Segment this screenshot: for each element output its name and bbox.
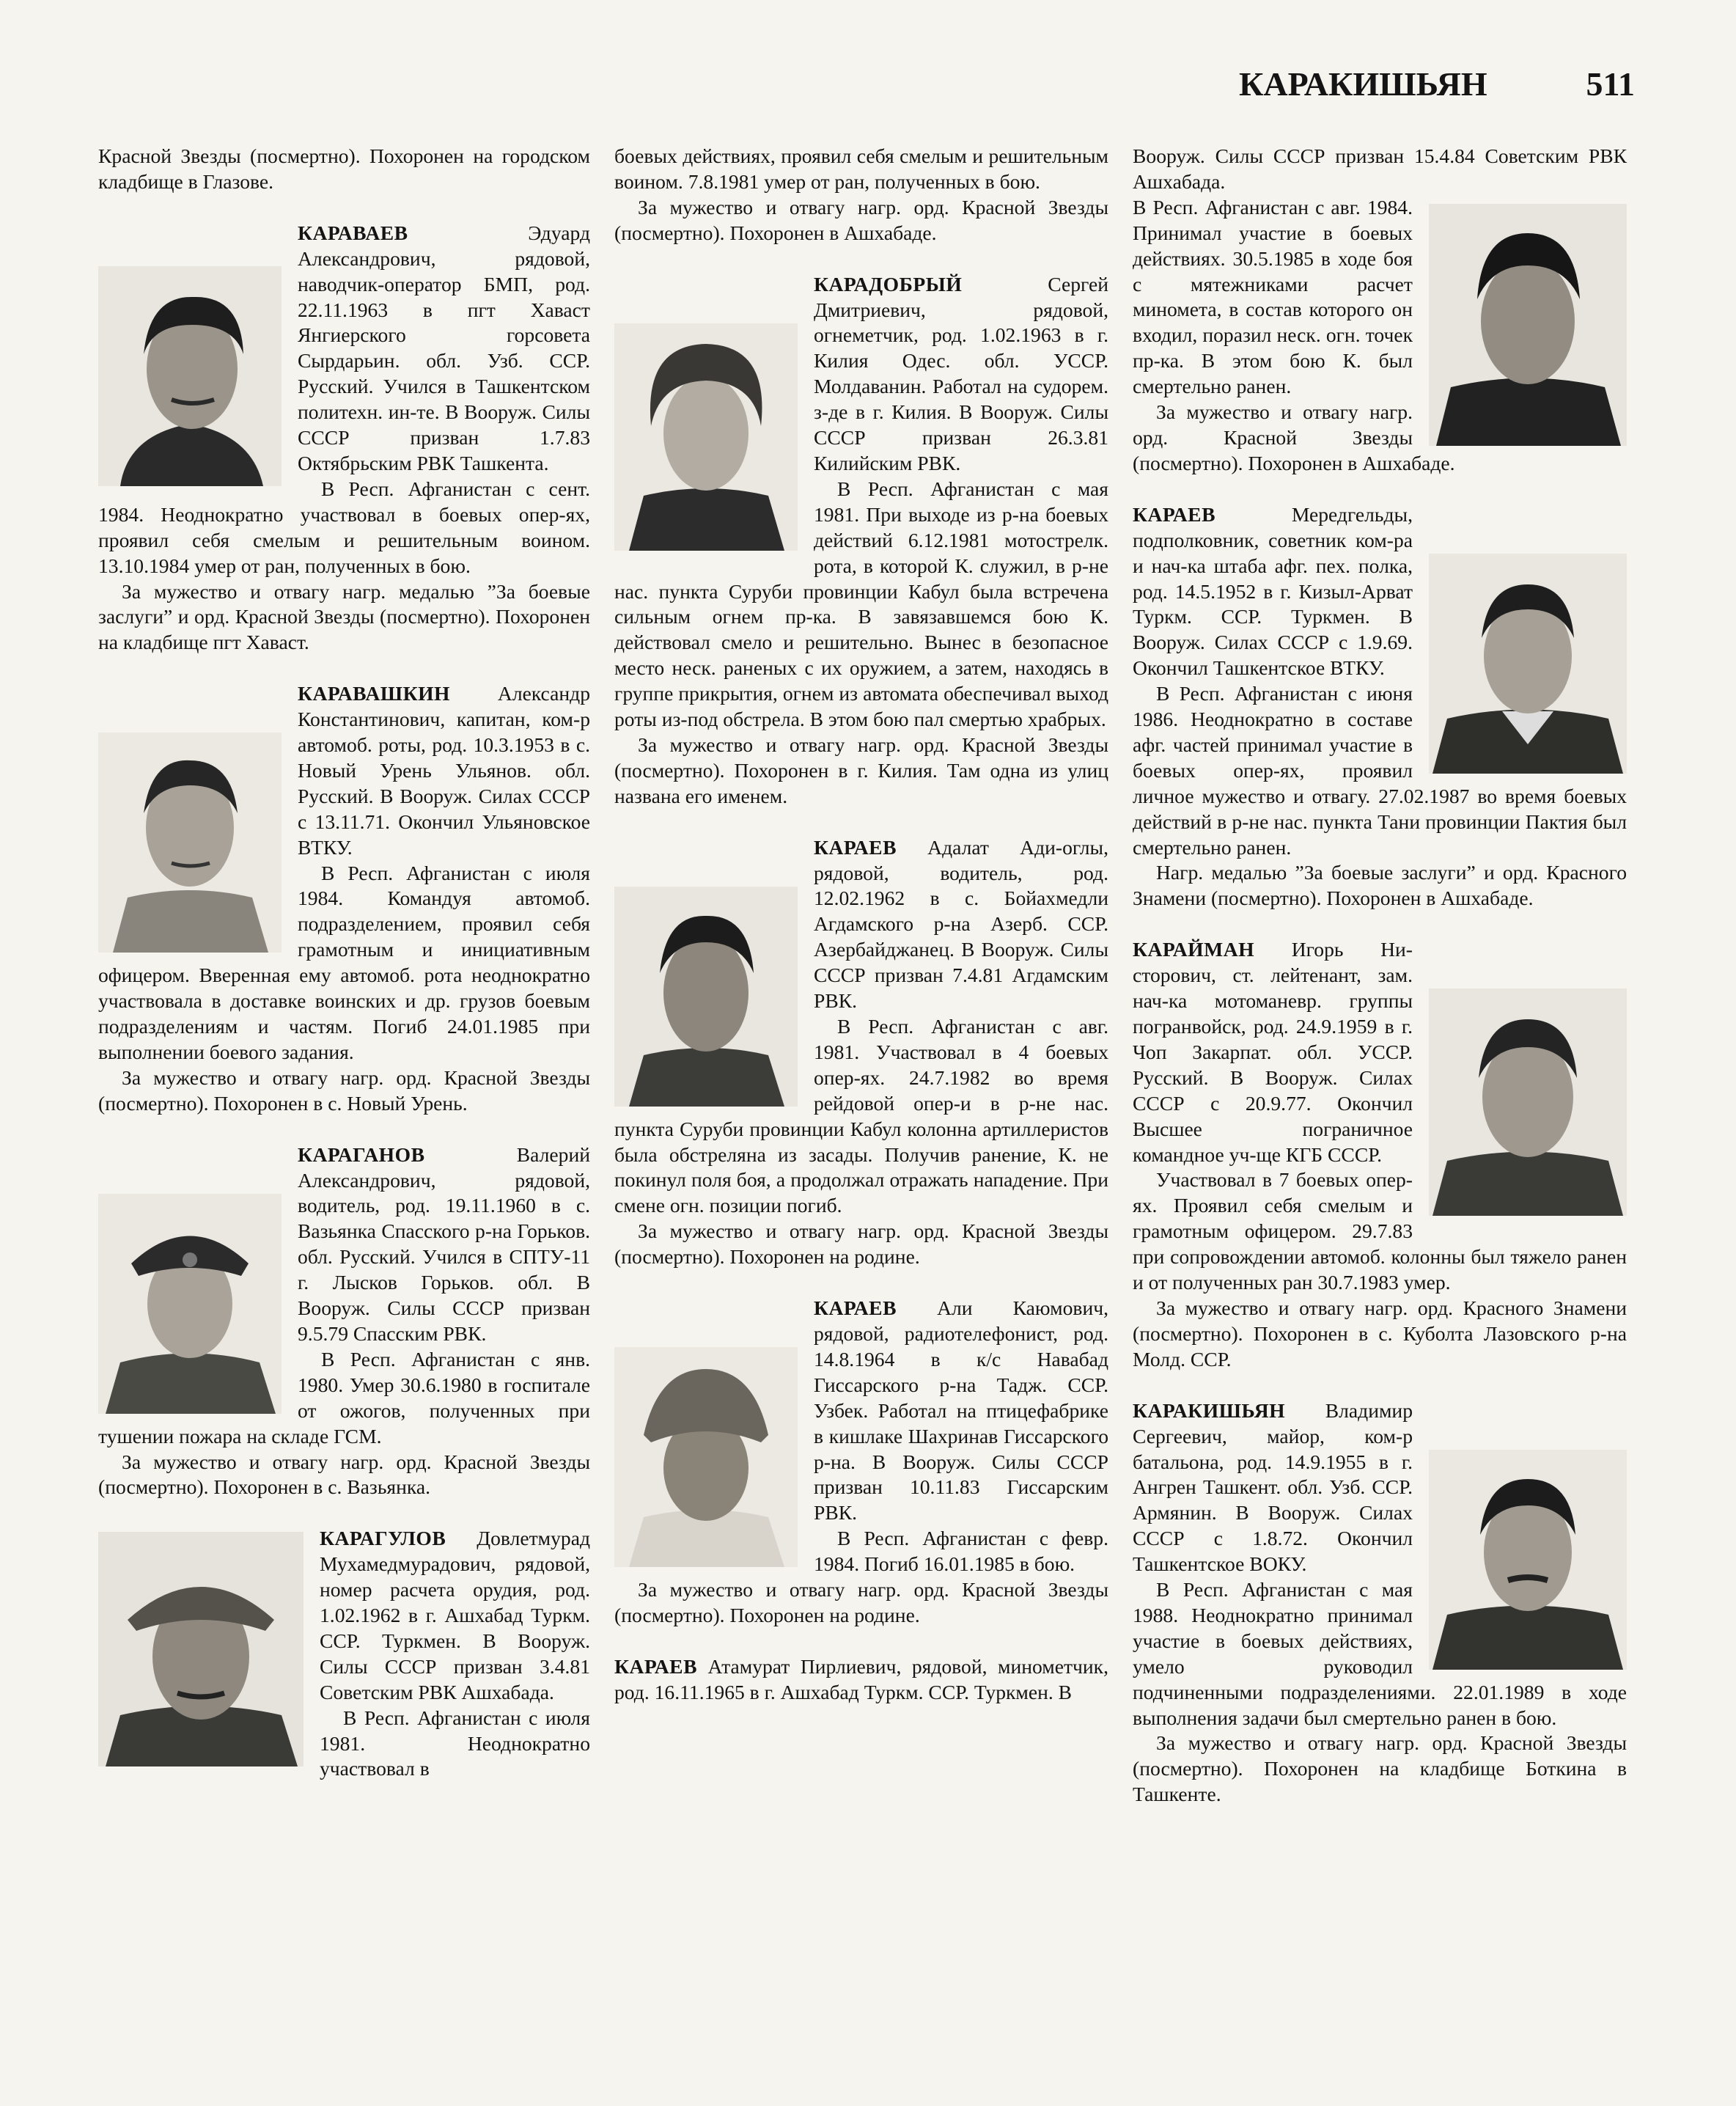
continuation-text: боевых действиях, проявил себя смелым и решительным воином. 7.8.1981 умер от ран, полученных в бою. За мужество и отвагу нагр. орд. Красной Звезды (посмертно). Похоронен в Ашхабаде. xyxy=(614,144,1108,244)
portrait-photo xyxy=(614,887,798,1107)
entry-karadobryy-sergey xyxy=(614,272,1108,810)
entry-name: КАРАЕВ xyxy=(614,1654,697,1678)
entry-paragraph: За мужество и отвагу нагр. орд. Красного Знамени (посмертно). Похоронен в с. Куболта Лазовского р-на Молд. ССР. xyxy=(1133,1296,1627,1371)
running-head xyxy=(1239,65,1635,103)
entry-name: КАРАВАЕВ xyxy=(298,221,408,244)
entry-karaev-adalat xyxy=(614,835,1108,1270)
entry-paragraph: В Респ. Афганистан с мая 1988. Неоднократно принимал участие в боевых действиях, умело руководил подчиненными подразделениями. 22.01.1989 в ходе выполнения задачи был смертельно ранен в бою. xyxy=(1133,1578,1627,1729)
entry-head: Александр Константинович, капитан, ком-р автомоб. роты, род. 10.3.1953 в с. Новый Урень Ульянов. обл. Русский. В Вооруж. Силах СССР с 13.11.71. Окончил Ульяновское ВТКУ. xyxy=(298,682,590,859)
entry-head: Владимир Сергеевич, майор, ком-р батальона, род. 14.9.1955 в г. Ангрен Ташкент. обл. Узб. ССР. Армянин. В Вооруж. Силах СССР с 1.8.72. Окончил Ташкентское ВОКУ. xyxy=(1133,1398,1413,1576)
portrait-photo xyxy=(614,1347,798,1567)
entry-head: Довлетмурад Мухамедмурадович, рядовой, номер расчета орудия, род. 1.02.1962 в г. Ашхабад Туркм. ССР. Туркмен. В Вооруж. Силы СССР призван 3.4.81 Советским РВК Ашхабада. xyxy=(320,1527,590,1703)
column-2 xyxy=(614,144,1108,1731)
entry-head: Атамурат Пирлиевич, рядовой, минометчик, род. 16.11.1965 в г. Ашхабад Туркм. ССР. Туркмен. В xyxy=(614,1654,1108,1703)
portrait-photo xyxy=(1429,988,1627,1216)
entry-paragraph: В Респ. Афганистан с авг. 1981. Участвовал в 4 боевых опер-ях. 24.7.1982 во время рейдовой опер-и в р-не нас. пункта Суруби провинции Кабул колонна артиллеристов была обстреляна из засады. Получив ранение, К. не покинул поля боя, а продолжал отражать нападение. При смене огн. позиции погиб. xyxy=(614,1015,1108,1217)
entry-name: КАРАЕВ xyxy=(814,1296,897,1320)
entry-name: КАРАГАНОВ xyxy=(298,1142,425,1166)
entry-paragraph: В Респ. Афганистан с мая 1981. При выходе из р-на боевых действий 6.12.1981 мотострелк. рота, в которой К. служил, в р-не нас. пункта Суруби провинции Кабул была встречена сильным огнем пр-ка. В завязавшемся бою К. действовал смело и решительно. Вынес в безопасное место неск. раненых с их оружием, а затем, находясь в группе прикрытия, огнем из автомата обеспечивал выход роты из-под обстрела. В этом бою пал смертью храбрых. xyxy=(614,477,1108,731)
portrait-photo xyxy=(1429,204,1627,446)
entry-name: КАРАЙМАН xyxy=(1133,938,1255,961)
entry-karagulov-dovletmurad xyxy=(98,1526,590,1782)
entry-head: Сергей Дмитриевич, рядовой, огнеметчик, род. 1.02.1963 в г. Килия Одес. обл. УССР. Молдаванин. Работал на судорем. з-де в г. Килия. В Вооруж. Силы СССР призван 26.3.81 Килийским РВК. xyxy=(814,272,1108,474)
entry-paragraph: В Респ. Афганистан с сент. 1984. Неоднократно участвовал в боевых опер-ях, проявил себя смелым и решительным воином. 13.10.1984 умер от ран, полученных в бою. xyxy=(98,477,590,577)
portrait-photo xyxy=(98,1194,282,1414)
page-number: 511 xyxy=(1586,65,1635,103)
entry-karaev-atamurat xyxy=(614,1654,1108,1706)
portrait-photo xyxy=(98,733,282,953)
entry-paragraph: В Респ. Афганистан с июля 1984. Командуя автомоб. подразделением, проявил себя грамотным и инициативным офицером. Вверенная ему автомоб. рота неоднократно участвовала в доставке воинских и др. грузов боевым подразделениям и частям. Погиб 24.01.1985 при выполнении боевого задания. xyxy=(98,861,590,1063)
entry-paragraph: За мужество и отвагу нагр. медалью ”За боевые заслуги” и орд. Красной Звезды (посмертно). Похоронен на кладбище пгт Хаваст. xyxy=(98,579,590,654)
entry-name: КАРАЕВ xyxy=(814,835,897,859)
column-1 xyxy=(98,144,590,1808)
portrait-photo xyxy=(1429,554,1627,774)
entry-head: Мередгельды, подполковник, советник ком-ра и нач-ка штаба афг. пех. полка, род. 14.5.1952 в г. Кизыл-Арват Туркм. ССР. Туркмен. В Вооруж. Силах СССР с 1.9.69. Окончил Ташкентское ВТКУ. xyxy=(1133,502,1413,680)
entry-name: КАРАКИШЬЯН xyxy=(1133,1398,1286,1422)
continuation-text: Вооруж. Силы СССР призван 15.4.84 Советским РВК Ашхабада. В Респ. Афганистан с авг. 1984. Принимал участие в боевых действиях. 30.5.1985 в ходе боя с мятежниками расчет миномета, в состав которого он входил, поразил неск. огн. точек пр-ка. В этом бою К. был смертельно ранен. За мужество и отвагу нагр. орд. Красной Звезды (посмертно). Похоронен в Ашхабаде. xyxy=(1133,144,1627,474)
entry-paragraph: За мужество и отвагу нагр. орд. Красной Звезды (посмертно). Похоронен в г. Килия. Там одна из улиц названа его именем. xyxy=(614,733,1108,807)
entry-head: Игорь Нисторович, ст. лейтенант, зам. нач-ка мотоманевр. группы погранвойск, род. 24.9.1959 в г. Чоп Закарпат. обл. УССР. Русский. В Вооруж. Силах СССР с 20.9.77. Окончил Высшее пограничное командное уч-ще КГБ СССР. xyxy=(1133,938,1413,1166)
entry-name: КАРАДОБРЫЙ xyxy=(814,272,963,296)
entry-paragraph: За мужество и отвагу нагр. орд. Красной Звезды (посмертно). Похоронен в с. Вазьянка. xyxy=(98,1450,590,1499)
continuation-text: Красной Звезды (посмертно). Похоронен на городском кладбище в Глазове. xyxy=(98,144,590,193)
portrait-photo xyxy=(614,323,798,551)
entry-head: Адалат Ади-оглы, рядовой, водитель, род. 12.02.1962 в с. Бойахмедли Агдамского р-на Азерб. ССР. Азербайджанец. В Вооруж. Силы СССР призван 7.4.81 Агдамским РВК. xyxy=(814,835,1108,1013)
entry-head: Али Каюмович, рядовой, радиотелефонист, род. 14.8.1964 в к/с Навабад Гиссарского р-на Тадж. ССР. Узбек. Работал на птицефабрике в кишлаке Шахринав Гиссарского р-на. В Вооруж. Силы СССР призван 10.11.83 Гиссарским РВК. xyxy=(814,1296,1108,1525)
portrait-photo xyxy=(98,266,282,486)
entry-paragraph: За мужество и отвагу нагр. орд. Красной Звезды (посмертно). Похоронен на родине. xyxy=(614,1578,1108,1626)
entry-karavaev-eduard xyxy=(98,221,590,656)
entry-paragraph: В Респ. Афганистан с июня 1986. Неоднократно в составе афг. частей принимал участие в боевых опер-ях, проявил личное мужество и отвагу. 27.02.1987 во время боевых действий в р-не нас. пункта Тани провинции Пактия был смертельно ранен. xyxy=(1133,682,1627,859)
entry-paragraph: За мужество и отвагу нагр. орд. Красной Звезды (посмертно). Похоронен на родине. xyxy=(614,1219,1108,1269)
entry-paragraph: За мужество и отвагу нагр. орд. Красной Звезды (посмертно). Похоронен в с. Новый Урень. xyxy=(98,1065,590,1115)
entry-karaev-meredgeldy xyxy=(1133,502,1627,912)
entry-head: Эдуард Александрович, рядовой, наводчик-оператор БМП, род. 22.11.1963 в пгт Хаваст Янгиерского горсовета Сырдарьин. обл. Узб. ССР. Русский. Учился в Ташкентском политехн. ин-те. В Вооруж. Силы СССР призван 1.7.83 Октябрьским РВК Ташкента. xyxy=(298,221,590,474)
portrait-photo xyxy=(1429,1450,1627,1670)
entry-karavashkin-aleksandr xyxy=(98,681,590,1116)
entry-paragraph: В Респ. Афганистан с июля 1981. Неоднократно участвовал в xyxy=(320,1706,590,1780)
entry-karayman-igor xyxy=(1133,937,1627,1372)
running-title: КАРАКИШЬЯН xyxy=(1239,65,1487,103)
entry-name: КАРАЕВ xyxy=(1133,502,1215,526)
entry-head: Валерий Александрович, рядовой, водитель, род. 19.11.1960 в с. Вазьянка Спасского р-на Горьков. обл. Русский. Учился в СПТУ-11 г. Лысков Горьков. обл. В Вооруж. Силы СССР призван 9.5.79 Спасским РВК. xyxy=(298,1142,590,1345)
entry-paragraph: В Респ. Афганистан с февр. 1984. Погиб 16.01.1985 в бою. xyxy=(814,1527,1108,1576)
entry-name: КАРАГУЛОВ xyxy=(320,1527,446,1550)
entry-karaev-ali xyxy=(614,1296,1108,1629)
entry-name: КАРАВАШКИН xyxy=(298,682,451,705)
entry-paragraph: В Респ. Афганистан с янв. 1980. Умер 30.6.1980 в госпитале от ожогов, полученных при тушении пожара на складе ГСМ. xyxy=(98,1347,590,1448)
entry-paragraph: За мужество и отвагу нагр. орд. Красной Звезды (посмертно). Похоронен на кладбище Боткина в Ташкенте. xyxy=(1133,1731,1627,1806)
entry-paragraph: Нагр. медалью ”За боевые заслуги” и орд. Красного Знамени (посмертно). Похоронен в Ашхабаде. xyxy=(1133,861,1627,910)
column-3 xyxy=(1133,144,1627,1833)
entry-karakishyan-vladimir xyxy=(1133,1398,1627,1808)
entry-karaganov-valeriy xyxy=(98,1142,590,1501)
portrait-photo xyxy=(98,1532,304,1766)
entry-paragraph: Участвовал в 7 боевых опер-ях. Проявил себя смелым и грамотным офицером. 29.7.83 при сопровождении автомоб. колонны был тяжело ранен и от полученных ран 30.7.1983 умер. xyxy=(1133,1168,1627,1294)
